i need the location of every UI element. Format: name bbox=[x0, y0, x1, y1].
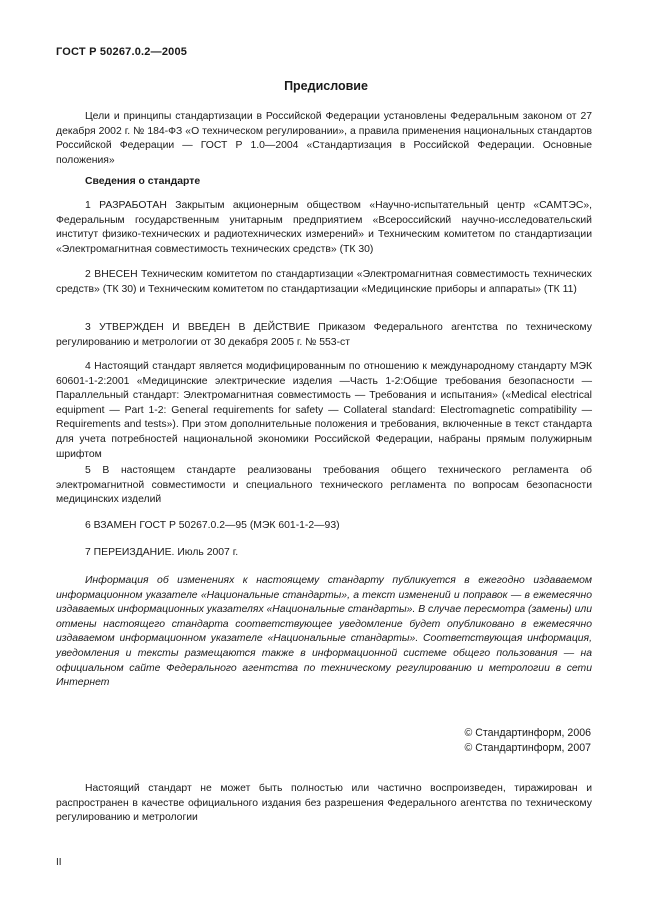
item-6-replaces: 6 ВЗАМЕН ГОСТ Р 50267.0.2—95 (МЭК 601-1-2—93) bbox=[85, 520, 340, 531]
item-1-developed-by: 1 РАЗРАБОТАН Закрытым акционерным обществом «Научно-испытательный центр «САМТЭС», Федеральным государственным унитарным предприятием «Всероссийский научно-исследовательский институт физико-технических и радиотехнических измерений» и Техническим комитетом по стандартизации «Электромагнитная совместимость технических средств» (ТК 30) bbox=[56, 200, 592, 255]
item-3-approved: 3 УТВЕРЖДЕН И ВВЕДЕН В ДЕЙСТВИЕ Приказом Федерального агентства по техническому регулированию и метрологии от 30 декабря 2005 г. № 553-ст bbox=[56, 322, 592, 348]
standard-designation: ГОСТ Р 50267.0.2—2005 bbox=[56, 46, 188, 58]
item-7-reissue: 7 ПЕРЕИЗДАНИЕ. Июль 2007 г. bbox=[85, 547, 239, 558]
copyright-line: © Стандартинформ, 2007 bbox=[464, 741, 591, 754]
item-5-regulations: 5 В настоящем стандарте реализованы требования общего технического регламента об электромагнитной совместимости и специального технического регламента по вопросам безопасности медицинских изделий bbox=[56, 465, 592, 506]
intro-paragraph: Цели и принципы стандартизации в Российской Федерации установлены Федеральным законом от 27 декабря 2002 г. № 184-ФЗ «О техническом регулировании», а правила применения национальных стандартов Российской Федерации — ГОСТ Р 1.0—2004 «Стандартизация в Российской Федерации. Основные положения» bbox=[56, 111, 592, 166]
section-heading: Сведения о стандарте bbox=[85, 176, 201, 187]
page-title bbox=[0, 79, 646, 93]
page-number: II bbox=[56, 857, 62, 868]
item-2-introduced-by: 2 ВНЕСЕН Техническим комитетом по стандартизации «Электромагнитная совместимость технических средств» (ТК 30) и Техническим комитетом по стандартизации «Медицинские приборы и аппараты» (ТК 11) bbox=[56, 269, 592, 295]
reproduction-notice: Настоящий стандарт не может быть полностью или частично воспроизведен, тиражирован и распространен в качестве официального издания без разрешения Федерального агентства по техническому регулированию и метрологии bbox=[56, 783, 592, 824]
item-4-modified-standard: 4 Настоящий стандарт является модифицированным по отношению к международному стандарту МЭК 60601-1-2:2001 «Медицинские электрические изделия —Часть 1-2:Общие требования безопасности — Параллельный стандарт: Электромагнитная совместимость — Требования и испытания» («Medical electrical equipment — Part 1-2: General requirements for safety — Collateral standard: Electromagnetic compatibility —Requirements and tests»). При этом дополнительные положения и требования, включенные в текст стандарта для учета потребностей национальной экономики Российской Федерации, набраны прямым полужирным шрифтом bbox=[56, 361, 592, 460]
changes-notice: Информация об изменениях к настоящему стандарту публикуется в ежегодно издаваемом информационном указателе «Национальные стандарты», а текст изменений и поправок — в ежемесячно издаваемых информационных указателях «Национальные стандарты». В случае пересмотра (замены) или отмены настоящего стандарта соответствующее уведомление будет опубликовано в ежемесячно издаваемом информационном указателе «Национальные стандарты». Соответствующая информация, уведомления и тексты размещаются также в информационной системе общего пользования — на официальном сайте Федерального агентства по техническому регулированию и метрологии в сети Интернет bbox=[56, 575, 592, 689]
copyright-line: © Стандартинформ, 2006 bbox=[464, 727, 591, 739]
copyright-block bbox=[465, 726, 591, 755]
title-text: Предисловие bbox=[284, 79, 368, 93]
